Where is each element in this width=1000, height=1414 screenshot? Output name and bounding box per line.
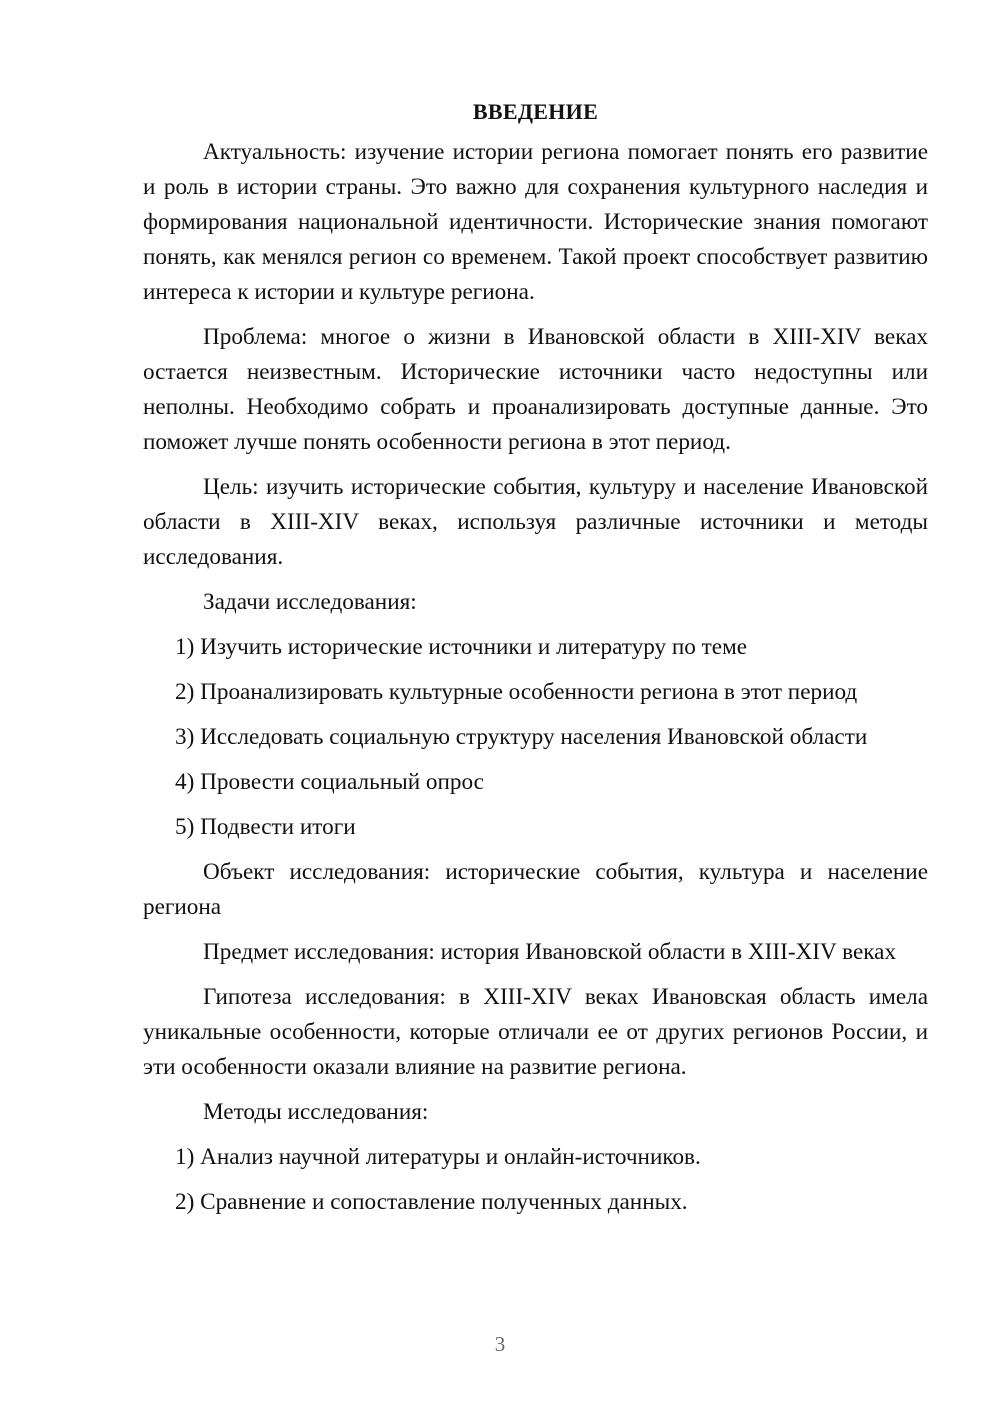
list-item: 5) Подвести итоги <box>175 814 356 840</box>
hypothesis-paragraph: Гипотеза исследования: в XIII-XIV веках Ивановская область имела уникальные особенности, которые отличали ее от других регионов России, и эти особенности оказали влияние на развитие региона. <box>143 984 928 1080</box>
subject-paragraph: Предмет исследования: история Ивановской области в XIII-XIV веках <box>203 939 897 965</box>
tasks-list <box>143 630 928 845</box>
list-item: 1) Изучить исторические источники и литературу по теме <box>175 634 748 660</box>
list-item: 3) Исследовать социальную структуру населения Ивановской области <box>175 724 868 750</box>
page-number: 3 <box>494 1332 506 1356</box>
document-page <box>143 94 928 1230</box>
goal-paragraph: Цель: изучить исторические события, культуру и население Ивановской области в XIII-XIV веках, используя различные источники и методы исследования. <box>143 474 928 570</box>
methods-heading: Методы исследования: <box>203 1099 429 1125</box>
relevance-paragraph: Актуальность: изучение истории региона помогает понять его развитие и роль в истории страны. Это важно для сохранения культурного наследия и формирования национальной идентичности. Исторические знания помогают понять, как менялся регион со временем. Такой проект способствует развитию интереса к истории и культуре региона. <box>143 139 928 305</box>
methods-list <box>143 1140 928 1220</box>
problem-paragraph: Проблема: многое о жизни в Ивановской области в XIII-XIV веках остается неизвестным. Исторические источники часто недоступны или неполны. Необходимо собрать и проанализировать доступные данные. Это поможет лучше понять особенности региона в этот период. <box>143 324 928 455</box>
list-item: 2) Сравнение и сопоставление полученных данных. <box>175 1189 688 1215</box>
list-item: 1) Анализ научной литературы и онлайн-источников. <box>175 1144 701 1170</box>
page-title: ВВЕДЕНИЕ <box>472 99 599 124</box>
object-paragraph: Объект исследования: исторические события, культура и население региона <box>143 859 928 920</box>
list-item: 4) Провести социальный опрос <box>175 769 484 795</box>
tasks-heading: Задачи исследования: <box>203 589 417 615</box>
list-item: 2) Проанализировать культурные особенности региона в этот период <box>175 679 858 705</box>
